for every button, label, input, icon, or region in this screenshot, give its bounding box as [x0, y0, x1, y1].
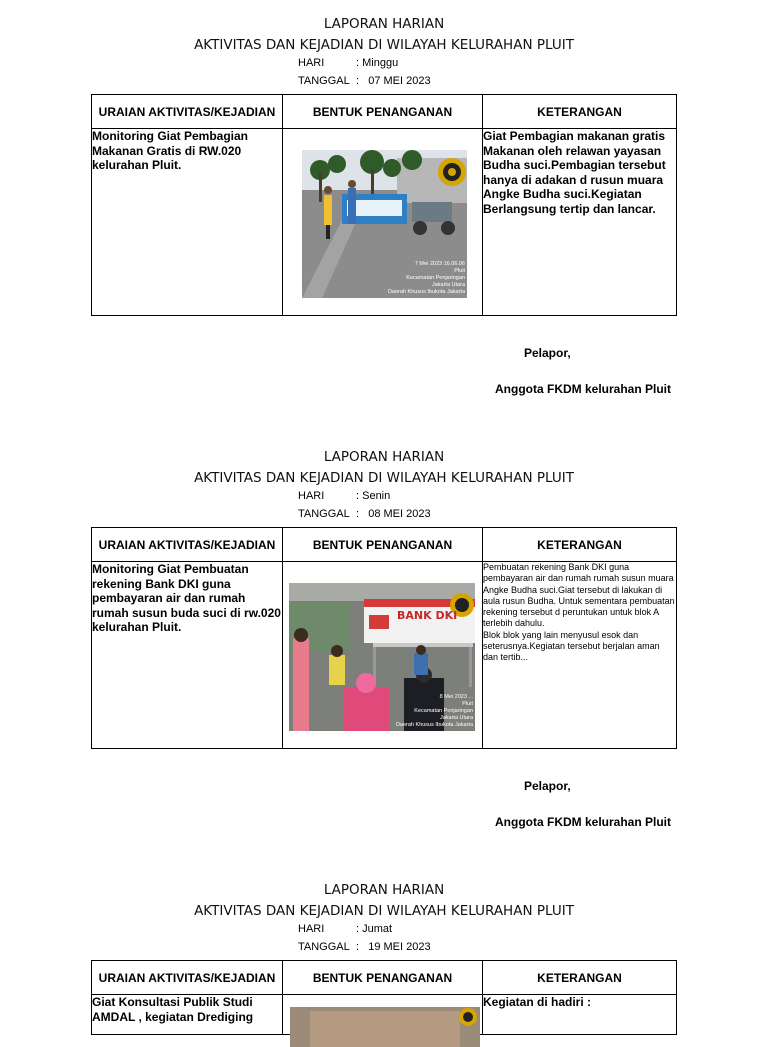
stamp-line: Pluit	[454, 268, 465, 274]
day-value: : Minggu	[356, 57, 399, 69]
stamp-line: Jakarta Utara	[439, 715, 473, 721]
anggota-label: Anggota FKDM kelurahan Pluit	[495, 382, 672, 396]
keterangan-cell: Giat Pembagian makanan gratis Makanan oleh relawan yayasan Budha suci.Pembagian tersebut hanya di adakan d rusun muara Angke Budha suci.Kegiatan Berlangsung tertip dan lancar.	[483, 129, 677, 316]
report-subtitle: AKTIVITAS DAN KEJADIAN DI WILAYAH KELURAHAN PLUIT	[194, 903, 574, 919]
daily-report-2	[0, 449, 768, 829]
report-table	[91, 527, 677, 749]
activity-photo	[289, 583, 475, 731]
table-header-row	[92, 961, 677, 995]
keterangan-cell: Kegiatan di hadiri :	[483, 995, 677, 1035]
table-row	[92, 129, 677, 316]
report-subtitle: AKTIVITAS DAN KEJADIAN DI WILAYAH KELURAHAN PLUIT	[194, 37, 574, 53]
table-header-row	[92, 95, 677, 129]
stamp-line: Kecamatan Penjaringan	[414, 708, 473, 714]
header-uraian: URAIAN AKTIVITAS/KEJADIAN	[92, 961, 283, 995]
day-value: : Jumat	[356, 923, 393, 935]
daily-report-3	[0, 882, 768, 1024]
anggota-label: Anggota FKDM kelurahan Pluit	[495, 815, 672, 829]
table-row	[92, 562, 677, 749]
stamp-line: 8 Mei 2023 ...	[439, 694, 473, 700]
day-label: HARI	[298, 923, 325, 935]
stamp-line: Kecamatan Penjaringan	[406, 275, 465, 281]
header-uraian: URAIAN AKTIVITAS/KEJADIAN	[92, 95, 283, 129]
date-label: TANGGAL	[298, 941, 350, 953]
day-field	[298, 490, 390, 502]
stamp-line: 7 Mei 2023 16.06.06	[414, 261, 465, 267]
header-bentuk-penanganan: BENTUK PENANGANAN	[283, 961, 483, 995]
report-title: LAPORAN HARIAN	[323, 882, 445, 898]
header-keterangan: KETERANGAN	[483, 95, 677, 129]
stamp-line: Daerah Khusus Ibukota Jakarta	[387, 289, 465, 295]
day-label: HARI	[298, 490, 325, 502]
photo-timestamp	[396, 694, 473, 729]
daily-report-1	[0, 16, 768, 396]
stamp-line: Pluit	[462, 701, 473, 707]
pelapor-label: Pelapor,	[524, 779, 571, 793]
header-bentuk-penanganan: BENTUK PENANGANAN	[283, 95, 483, 129]
header-keterangan: KETERANGAN	[483, 961, 677, 995]
activity-photo	[302, 150, 467, 298]
date-label: TANGGAL	[298, 508, 350, 520]
date-field	[298, 941, 431, 953]
header-keterangan: KETERANGAN	[483, 528, 677, 562]
date-value: : 08 MEI 2023	[356, 508, 431, 520]
table-header-row	[92, 528, 677, 562]
day-label: HARI	[298, 57, 325, 69]
report-title: LAPORAN HARIAN	[323, 449, 445, 465]
photo-timestamp	[388, 261, 465, 296]
bentuk-penanganan-cell	[283, 129, 483, 316]
bentuk-penanganan-cell	[283, 562, 483, 749]
bentuk-penanganan-cell	[283, 995, 483, 1035]
date-value: : 19 MEI 2023	[356, 941, 431, 953]
table-row	[92, 995, 677, 1035]
day-value: : Senin	[356, 490, 391, 502]
bank-dki-banner-text: BANK DKI	[397, 609, 458, 622]
activity-photo	[290, 1007, 480, 1047]
uraian-cell: Giat Konsultasi Publik Studi AMDAL , kegiatan Drediging	[92, 995, 283, 1035]
photo-scene	[290, 1007, 480, 1047]
header-uraian: URAIAN AKTIVITAS/KEJADIAN	[92, 528, 283, 562]
date-value: : 07 MEI 2023	[356, 75, 431, 87]
uraian-cell: Monitoring Giat Pembuatan rekening Bank DKI guna pembayaran air dan rumah rumah susun buda suci di rw.020 kelurahan Pluit.	[92, 562, 283, 749]
stamp-line: Jakarta Utara	[431, 282, 465, 288]
stamp-line: Daerah Khusus Ibukota Jakarta	[395, 722, 473, 728]
report-table	[91, 94, 677, 316]
date-field	[298, 508, 431, 520]
pelapor-label: Pelapor,	[524, 346, 571, 360]
date-label: TANGGAL	[298, 75, 350, 87]
uraian-cell: Monitoring Giat Pembagian Makanan Gratis di RW.020 kelurahan Pluit.	[92, 129, 283, 316]
report-title: LAPORAN HARIAN	[323, 16, 445, 32]
header-bentuk-penanganan: BENTUK PENANGANAN	[283, 528, 483, 562]
day-field	[298, 57, 398, 69]
date-field	[298, 75, 431, 87]
keterangan-cell: Pembuatan rekening Bank DKI guna pembayaran air dan rumah rumah susun muara Angke Budha suci.Giat tersebut di lakukan di aula rusun Budha. Untuk sementara pembuatan rekening tersebut d peruntukan untuk blok A terlebih dahulu. Blok blok yang lain menyusul esok dan seterusnya.Kegiatan tersebut berjalan aman dan tertib...	[483, 562, 677, 749]
report-subtitle: AKTIVITAS DAN KEJADIAN DI WILAYAH KELURAHAN PLUIT	[194, 470, 574, 486]
day-field	[298, 923, 392, 935]
